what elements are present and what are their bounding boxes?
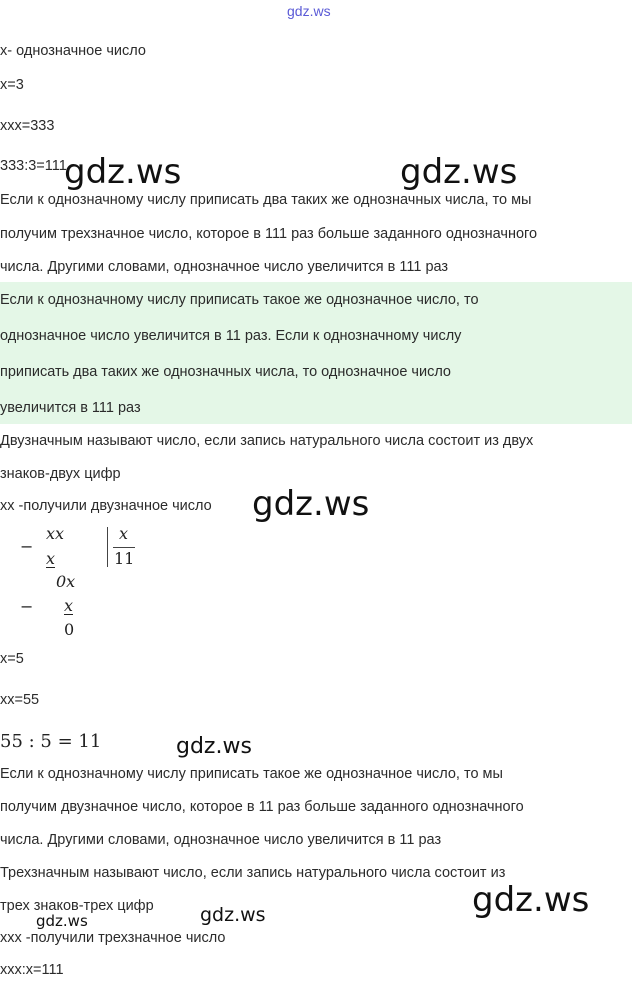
- text-line: xxx -получили трехзначное число: [0, 930, 226, 946]
- highlight-line: приписать два таких же однозначных числа, то однозначное число: [0, 364, 452, 380]
- text-line: получим трехзначное число, которое в 111 раз больше заданного однозначного: [0, 226, 538, 242]
- text-line: знаков-двух цифр: [0, 466, 121, 482]
- text-line: Двузначным называют число, если запись натурального числа состоит из двух: [0, 433, 534, 449]
- division-divisor-line: [113, 547, 135, 548]
- text-line: x=3: [0, 77, 24, 93]
- text-line: xxx=333: [0, 118, 55, 134]
- watermark: gdz.ws: [176, 734, 252, 759]
- watermark-top: gdz.ws: [287, 3, 331, 19]
- division-remainder-2: 0: [64, 620, 75, 639]
- text-line: 333:3=111: [0, 158, 67, 174]
- highlight-line: однозначное число увеличится в 11 раз. Если к однозначному числу: [0, 328, 462, 344]
- highlight-line: Если к однозначному числу приписать такое же однозначное число, то: [0, 292, 479, 308]
- text-line: числа. Другими словами, однозначное число увеличится в 111 раз: [0, 259, 449, 275]
- division-dividend: xx: [46, 524, 65, 543]
- equation: 55 : 5 = 11: [0, 731, 102, 752]
- division-minus-2: −: [20, 597, 34, 616]
- division-remainder-1: 0x: [56, 572, 76, 591]
- watermark: gdz.ws: [64, 152, 182, 192]
- text-line: Если к однозначному числу приписать два таких же однозначных числа, то мы: [0, 192, 532, 208]
- text-line: Трехзначным называют число, если запись натурального числа состоит из: [0, 865, 506, 881]
- watermark: gdz.ws: [200, 904, 266, 926]
- watermark: gdz.ws: [400, 152, 518, 192]
- watermark: gdz.ws: [252, 484, 370, 524]
- division-bar: [107, 527, 108, 567]
- text-line: трех знаков-трех цифр: [0, 898, 154, 914]
- division-subtrahend-2: x: [64, 596, 74, 615]
- text-line: xxx:x=111: [0, 962, 64, 978]
- text-line: получим двузначное число, которое в 11 раз больше заданного однозначного: [0, 799, 524, 815]
- division-divisor: x: [119, 524, 129, 543]
- text-line: x=5: [0, 651, 24, 667]
- text-line: Если к однозначному числу приписать такое же однозначное число, то мы: [0, 766, 503, 782]
- text-line: xx=55: [0, 692, 40, 708]
- watermark: gdz.ws: [472, 880, 590, 920]
- division-minus-1: −: [20, 537, 34, 556]
- watermark: gdz.ws: [36, 912, 88, 930]
- highlight-line: увеличится в 111 раз: [0, 400, 141, 416]
- division-quotient: 11: [114, 549, 135, 568]
- text-line: x- однозначное число: [0, 43, 146, 59]
- division-subtrahend: x: [46, 549, 56, 568]
- text-line: xx -получили двузначное число: [0, 498, 212, 514]
- text-line: числа. Другими словами, однозначное число увеличится в 11 раз: [0, 832, 442, 848]
